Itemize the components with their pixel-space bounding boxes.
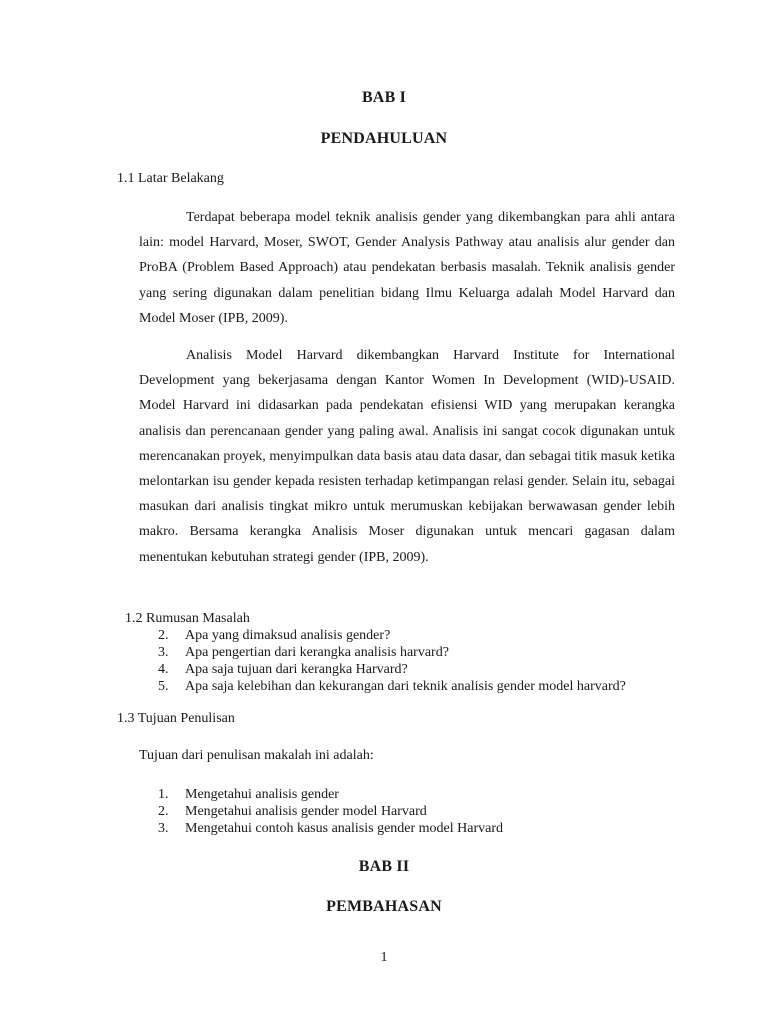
list-number: 2.	[158, 804, 169, 819]
list-item-text: Apa saja kelebihan dan kekurangan dari teknik analisis gender model harvard?	[185, 679, 626, 694]
list-item-text: Mengetahui analisis gender model Harvard	[185, 804, 427, 819]
list-item	[158, 803, 503, 820]
list-number: 3.	[158, 645, 169, 660]
page-number: 1	[380, 950, 388, 965]
numbered-list	[158, 627, 626, 695]
list-item	[158, 678, 626, 695]
paragraph: Analisis Model Harvard dikembangkan Harvard Institute for International Development yang bekerjasama dengan Kantor Women In Development (WID)-USAID. Model Harvard ini didasarkan pada pendekatan efisiensi WID yang merupakan kerangka analisis dan perencanaan gender yang paling awal. Analisis ini sangat cocok digunakan untuk merencanakan proyek, menyimpulkan data basis atau data dasar, dan sebagai titik masuk ketika melontarkan isu gender kepada resisten terhadap ketimpangan relasi gender. Selain itu, sebagai masukan dari analisis tingkat mikro untuk merumuskan kebijakan berwawasan gender lebih makro. Bersama kerangka Analisis Moser digunakan untuk mencari gagasan dalam menentukan kebutuhan strategi gender (IPB, 2009).	[139, 348, 675, 565]
list-item	[158, 661, 626, 678]
section-heading: 1.1 Latar Belakang	[117, 171, 224, 186]
chapter-label: BAB II	[358, 858, 410, 875]
list-item	[158, 644, 626, 661]
numbered-list	[158, 786, 503, 837]
list-item-text: Mengetahui analisis gender	[185, 787, 339, 802]
list-number: 3.	[158, 821, 169, 836]
list-item-text: Mengetahui contoh kasus analisis gender model Harvard	[185, 821, 504, 836]
list-item-text: Apa saja tujuan dari kerangka Harvard?	[185, 662, 408, 677]
list-number: 1.	[158, 787, 169, 802]
chapter-label: BAB I	[361, 89, 407, 106]
list-intro: Tujuan dari penulisan makalah ini adalah:	[139, 748, 374, 763]
list-item	[158, 820, 503, 837]
section-heading: 1.2 Rumusan Masalah	[125, 611, 250, 626]
list-number: 4.	[158, 662, 169, 677]
list-number: 2.	[158, 628, 169, 643]
list-item	[158, 786, 503, 803]
list-item	[158, 627, 626, 644]
list-number: 5.	[158, 679, 169, 694]
chapter-title: PEMBAHASAN	[326, 898, 442, 915]
chapter-title: PENDAHULUAN	[320, 130, 448, 147]
list-item-text: Apa yang dimaksud analisis gender?	[185, 628, 391, 643]
list-item-text: Apa pengertian dari kerangka analisis harvard?	[185, 645, 449, 660]
section-heading: 1.3 Tujuan Penulisan	[117, 711, 235, 726]
paragraph: Terdapat beberapa model teknik analisis gender yang dikembangkan para ahli antara lain: model Harvard, Moser, SWOT, Gender Analysis Pathway atau analisis alur gender dan ProBA (Problem Based Approach) atau pendekatan berbasis masalah. Teknik analisis gender yang sering digunakan dalam penelitian bidang Ilmu Keluarga adalah Model Harvard dan Model Moser (IPB, 2009).	[139, 210, 675, 326]
